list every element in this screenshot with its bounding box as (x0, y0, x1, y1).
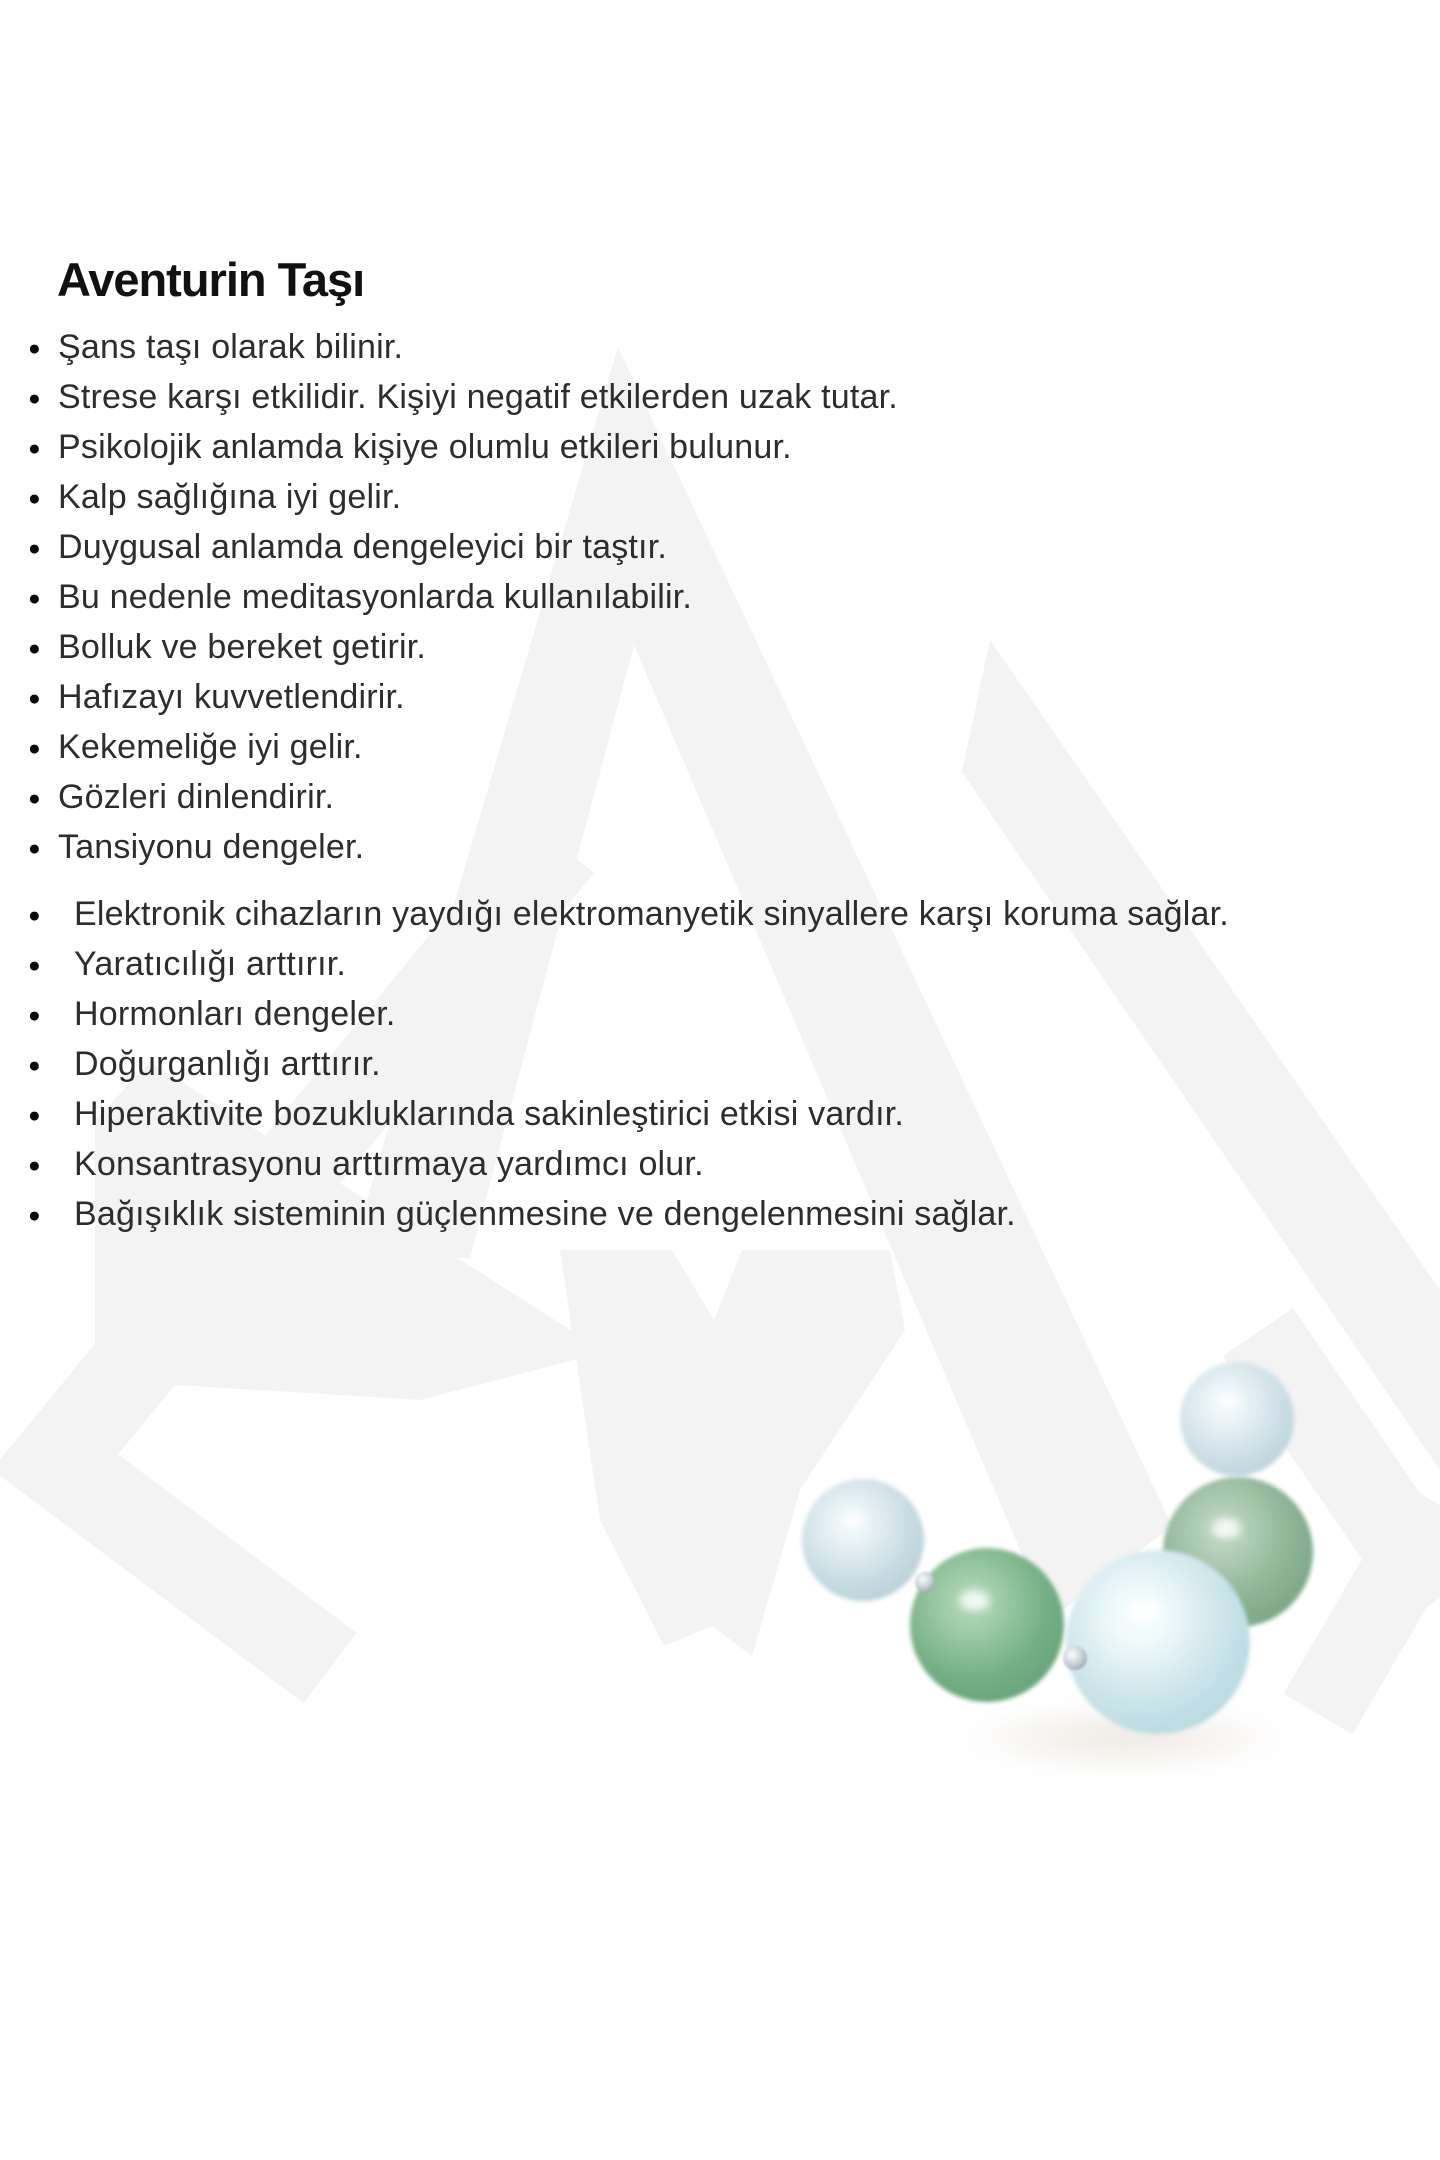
silver-spacer-left (915, 1572, 935, 1592)
list-item-text: Elektronik cihazların yaydığı elektromanyetik sinyallere karşı koruma sağlar. (74, 894, 1229, 933)
light-bead-left (802, 1479, 924, 1601)
list-item (28, 422, 1229, 472)
list-item (28, 472, 1229, 522)
bullet-icon: ● (28, 336, 41, 360)
list-item (28, 372, 1229, 422)
bullet-icon: ● (28, 686, 41, 710)
bead-highlight (1211, 1518, 1241, 1539)
bullet-icon: ● (28, 436, 41, 460)
bullet-icon: ● (28, 953, 41, 977)
green-bead-center (910, 1548, 1064, 1702)
list-item (28, 889, 1229, 939)
bead-highlight (1216, 1393, 1239, 1409)
list-item-text: Hiperaktivite bozukluklarında sakinleştirici etkisi vardır. (74, 1094, 905, 1133)
bullet-icon: ● (28, 836, 41, 860)
light-bead-small-top-right (1180, 1362, 1294, 1476)
benefits-list (28, 322, 1229, 1239)
bullet-icon: ● (28, 1153, 41, 1177)
list-item-text: Doğurganlığı arttırır. (74, 1044, 381, 1083)
list-item (28, 622, 1229, 672)
list-item-text: Şans taşı olarak bilinir. (58, 327, 404, 366)
list-item (28, 1139, 1229, 1189)
list-item (28, 939, 1229, 989)
bullet-icon: ● (28, 736, 41, 760)
list-item-text: Gözleri dinlendirir. (58, 777, 335, 816)
list-item-text: Duygusal anlamda dengeleyici bir taştır. (58, 527, 667, 566)
list-item-text: Tansiyonu dengeler. (58, 827, 365, 866)
list-item (28, 989, 1229, 1039)
list-item-text: Bu nedenle meditasyonlarda kullanılabilir. (58, 577, 693, 616)
bead-highlight (1125, 1600, 1162, 1626)
bullet-icon: ● (28, 1103, 41, 1127)
list-item (28, 572, 1229, 622)
list-item-text: Konsantrasyonu arttırmaya yardımcı olur. (74, 1144, 704, 1183)
silver-spacer-right (1063, 1646, 1087, 1670)
bullet-icon: ● (28, 1003, 41, 1027)
list-item-text: Hafızayı kuvvetlendirir. (58, 677, 405, 716)
page-title: Aventurin Taşı (57, 253, 365, 306)
list-item (28, 772, 1229, 822)
list-item (28, 1089, 1229, 1139)
bullet-icon: ● (28, 486, 41, 510)
bullet-icon: ● (28, 586, 41, 610)
bullet-icon: ● (28, 903, 41, 927)
bullet-icon: ● (28, 636, 41, 660)
list-item (28, 1189, 1229, 1239)
list-item (28, 522, 1229, 572)
light-bead-large (1066, 1550, 1250, 1734)
list-item-text: Yaratıcılığı arttırır. (74, 944, 347, 983)
list-item (28, 672, 1229, 722)
list-item (28, 822, 1229, 872)
bullet-icon: ● (28, 386, 41, 410)
bullet-icon: ● (28, 1053, 41, 1077)
list-item-text: Hormonları dengeler. (74, 994, 396, 1033)
list-item-text: Kalp sağlığına iyi gelir. (58, 477, 402, 516)
list-item-text: Psikolojik anlamda kişiye olumlu etkileri bulunur. (58, 427, 792, 466)
bullet-icon: ● (28, 786, 41, 810)
list-item (28, 722, 1229, 772)
list-item-text: Kekemeliğe iyi gelir. (58, 727, 363, 766)
list-item (28, 1039, 1229, 1089)
bullet-icon: ● (28, 536, 41, 560)
bead-highlight (959, 1590, 990, 1612)
list-item-text: Bolluk ve bereket getirir. (58, 627, 427, 666)
list-item-text: Bağışıklık sisteminin güçlenmesine ve dengelenmesini sağlar. (74, 1194, 1016, 1233)
list-item (28, 322, 1229, 372)
watermark-bottom-right-band (1318, 1505, 1440, 1714)
bead-highlight (841, 1512, 865, 1529)
list-item-text: Strese karşı etkilidir. Kişiyi negatif etkilerden uzak tutar. (58, 377, 898, 416)
bullet-icon: ● (28, 1203, 41, 1227)
